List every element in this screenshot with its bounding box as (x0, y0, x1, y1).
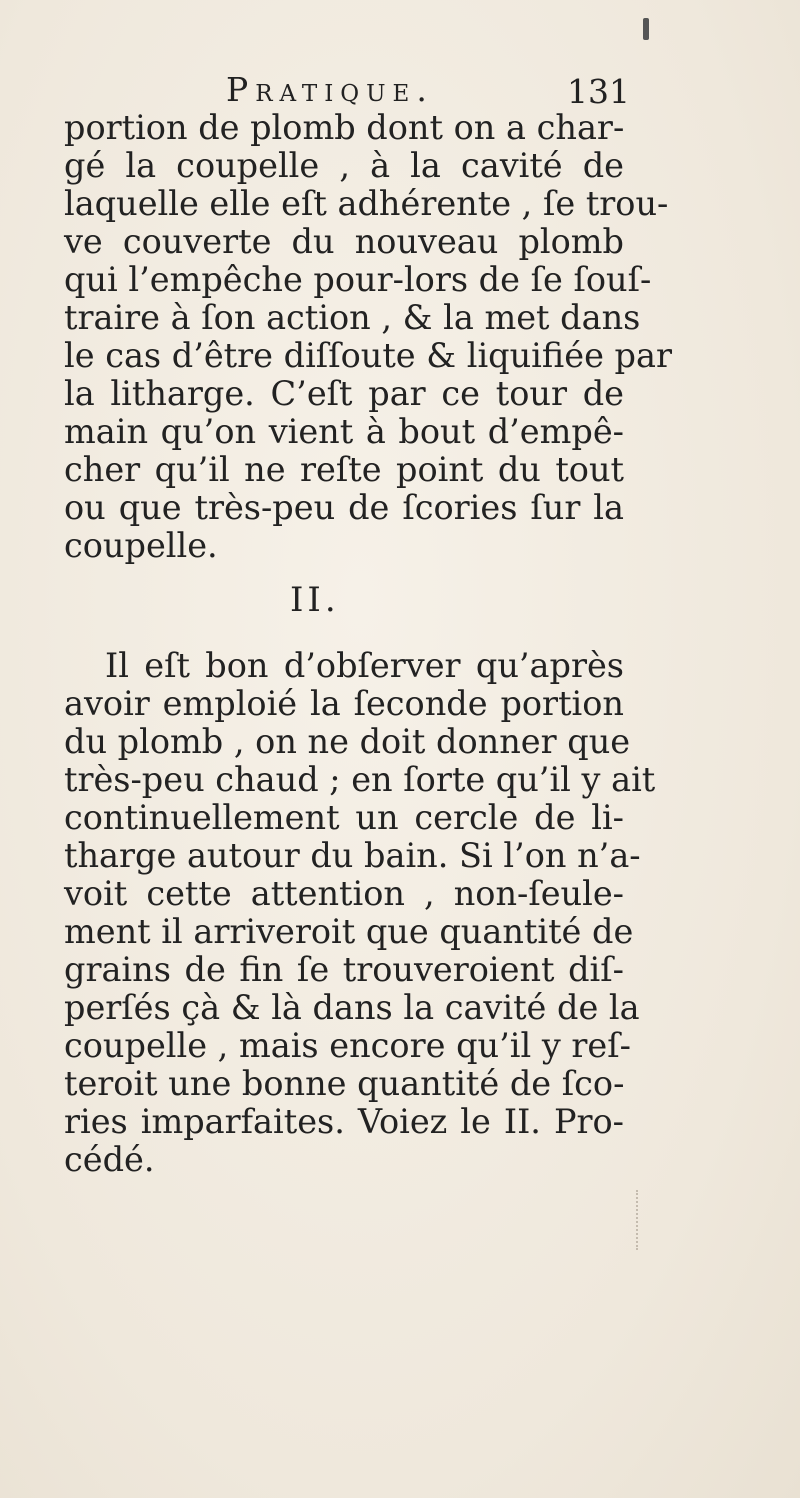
text-line: très-peu chaud ; en ſorte qu’il y ait (64, 760, 656, 799)
text-line: ries imparfaites. Voiez le II. Pro- (64, 1102, 624, 1141)
text-line: coupelle. (64, 526, 218, 565)
ink-mark (643, 18, 649, 40)
text-line: Il eſt bon d’obſerver qu’après (105, 646, 624, 685)
page-edge-mark (636, 1190, 650, 1250)
text-line: grains de fin ſe trouveroient diſ- (64, 950, 624, 989)
text-line: traire à ſon action , & la met dans (64, 298, 641, 337)
text-line: portion de plomb dont on a char- (64, 108, 625, 147)
text-line: le cas d’être diſſoute & liquifiée par (64, 336, 672, 375)
text-line: du plomb , on ne doit donner que (64, 722, 631, 761)
text-line: cher qu’il ne reſte point du tout (64, 450, 624, 489)
text-line: voit cette attention , non-ſeule- (64, 874, 624, 913)
text-line: tharge autour du bain. Si l’on n’a- (64, 836, 641, 875)
text-line: gé la coupelle , à la cavité de (64, 146, 624, 185)
running-head: Pratique. (226, 70, 434, 109)
text-line: perſés çà & là dans la cavité de la (64, 988, 640, 1027)
text-line: la litharge. C’eſt par ce tour de (64, 374, 624, 413)
text-line: ve couverte du nouveau plomb (64, 222, 624, 261)
text-line: main qu’on vient à bout d’empê- (64, 412, 624, 451)
text-line: avoir emploié la ſeconde portion (64, 684, 624, 723)
section-heading: II. (290, 580, 340, 620)
text-line: teroit une bonne quantité de ſco- (64, 1064, 625, 1103)
text-line: ou que très-peu de ſcories ſur la (64, 488, 624, 527)
text-line: laquelle elle eſt adhérente , ſe trou- (64, 184, 669, 223)
text-line: continuellement un cercle de li- (64, 798, 624, 837)
text-line: cédé. (64, 1140, 155, 1179)
text-line: coupelle , mais encore qu’il y reſ- (64, 1026, 631, 1065)
text-line: ment il arriveroit que quantité de (64, 912, 634, 951)
text-line: qui l’empêche pour-lors de ſe ſouſ- (64, 260, 652, 299)
page-number: 131 (567, 72, 630, 111)
